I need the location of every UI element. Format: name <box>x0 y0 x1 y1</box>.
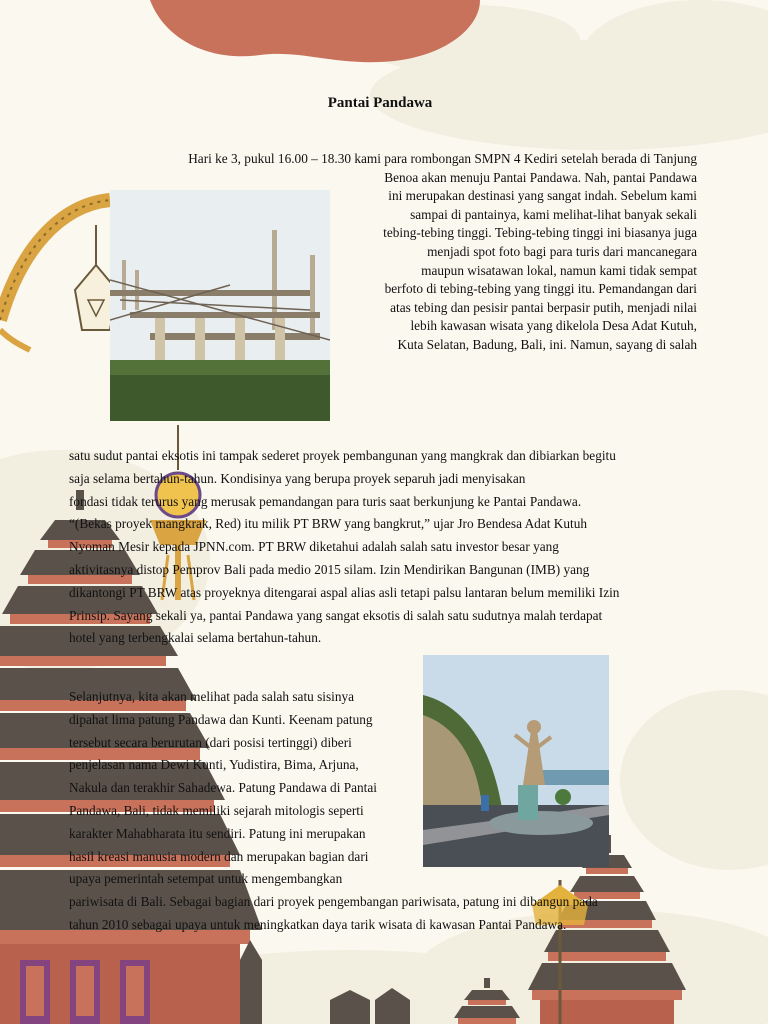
paragraph-line: aktivitasnya distop Pemprov Bali pada medio 2015 silam. Izin Mendirikan Bangunan (IMB) yang <box>69 561 590 577</box>
paragraph-line: dikantongi PT BRW atas proyeknya ditengarai aspal alias asli tetapi palsu lantaran belum memiliki Izin <box>69 584 620 600</box>
paragraph-line: tahun 2010 sebagai upaya untuk meningkatkan daya tarik wisata di kawasan Pantai Pandawa. <box>69 916 567 932</box>
paragraph-line: upaya pemerintah setempat untuk mengembangkan <box>69 871 343 887</box>
page-title: Pantai Pandawa <box>327 95 433 111</box>
paragraph-line: hasil kreasi manusia modern dan merupakan bagian dari <box>69 848 369 864</box>
intro-line: berfoto di tebing-tebing yang tinggi itu. Pemandangan dari <box>384 281 697 297</box>
intro-line: sampai di pantainya, kami melihat-lihat banyak sekali <box>410 206 697 222</box>
intro-line: ini merupakan destinasi yang sangat indah. Sebelum kami <box>388 188 697 204</box>
paragraph-line: fondasi tidak terurus yang merusak pemandangan para turis saat berkunjung ke Pantai Pandawa. <box>69 493 582 509</box>
penjor-arch-ornament <box>0 200 117 350</box>
intro-line: lebih kawasan wisata yang dikelola Desa Adat Kutuh, <box>410 318 697 334</box>
paragraph-line: tersebut secara berurutan (dari posisi tertinggi) diberi <box>69 734 352 750</box>
intro-line: atas tebing dan pesisir pantai berpasir putih, menjadi nilai <box>390 299 697 315</box>
intro-line: tebing-tebing tinggi. Tebing-tebing tinggi ini biasanya juga <box>383 225 697 241</box>
intro-paragraph <box>110 150 697 355</box>
photo-pandawa-statue <box>423 655 609 867</box>
paragraph-line: satu sudut pantai eksotis ini tampak sederet proyek pembangunan yang mangkrak dan dibiarkan begitu <box>69 448 616 463</box>
intro-line: maupun wisatawan lokal, namun kami tidak sempat <box>421 262 697 278</box>
intro-line: menjadi spot foto bagi para turis dari mancanegara <box>427 243 697 259</box>
intro-line: Kuta Selatan, Badung, Bali, ini. Namun, sayang di salah <box>397 336 697 352</box>
paragraph-line: dipahat lima patung Pandawa dan Kunti. Keenam patung <box>69 711 373 727</box>
paragraph-line: karakter Mahabharata itu sendiri. Patung ini merupakan <box>69 825 366 841</box>
paragraph-line: Prinsip. Sayang sekali ya, pantai Pandawa yang sangat eksotis di salah satu sudutnya malah terdapat <box>69 607 603 623</box>
paragraph-line: Selanjutnya, kita akan melihat pada salah satu sisinya <box>69 689 355 704</box>
paragraph-line: Nyoman Mesir kepada JPNN.com. PT BRW diketahui adalah salah satu investor besar yang <box>69 539 559 555</box>
paragraph-line: Pandawa, Bali, tidak memiliki sejarah mitologis seperti <box>69 802 364 818</box>
construction-paragraph <box>69 445 709 650</box>
closing-paragraph <box>69 891 709 937</box>
paragraph-line: saja selama bertahun-tahun. Kondisinya yang berupa proyek separuh jadi menyisakan <box>69 470 526 486</box>
paragraph-line: “(Bekas proyek mangkrak, Red) itu milik PT BRW yang bangkrut,” ujar Jro Bendesa Adat Kutuh <box>69 516 587 532</box>
paragraph-line: penjelasan nama Dewi Kunti, Yudistira, Bima, Arjuna, <box>69 757 359 773</box>
paragraph-line: Nakula dan terakhir Sahadewa. Patung Pandawa di Pantai <box>69 780 377 796</box>
paragraph-line: hotel yang terbengkalai selama bertahun-tahun. <box>69 630 322 646</box>
intro-line: Hari ke 3, pukul 16.00 – 18.30 kami para rombongan SMPN 4 Kediri setelah berada di Tanjung <box>188 151 697 166</box>
statue-paragraph <box>69 686 419 891</box>
paragraph-line: pariwisata di Bali. Sebagai bagian dari proyek pengembangan pariwisata, patung ini dibangun pada <box>69 894 598 909</box>
intro-line: Benoa akan menuju Pantai Pandawa. Nah, pantai Pandawa <box>384 169 697 185</box>
